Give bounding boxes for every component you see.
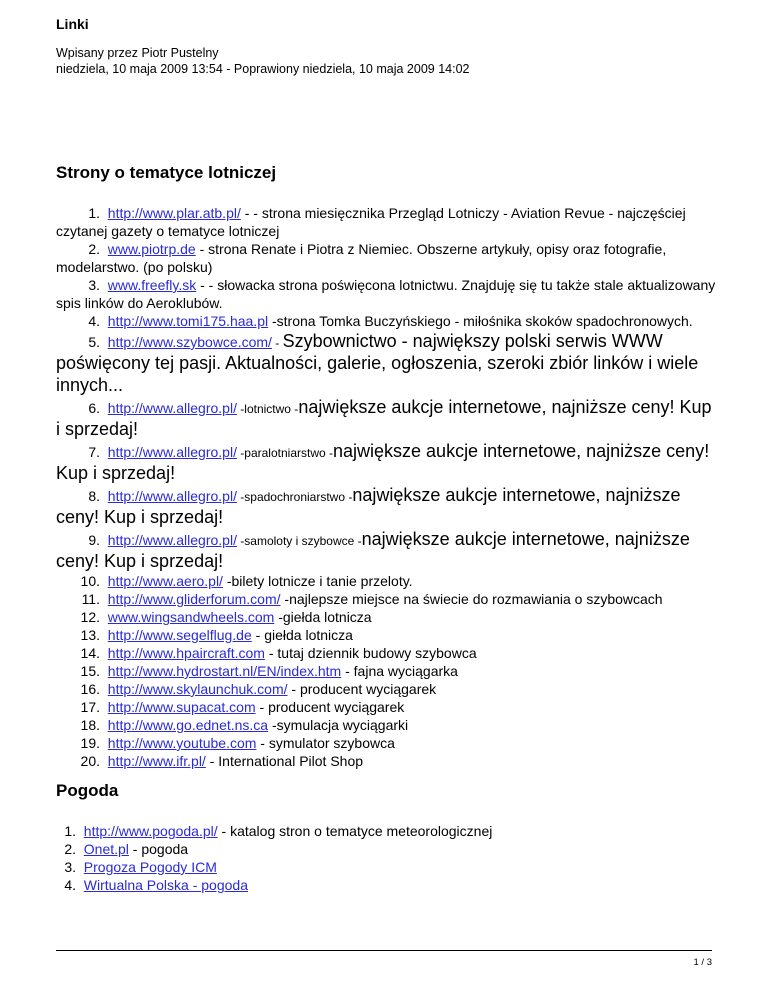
- list-item: [56, 396, 716, 440]
- external-link[interactable]: Progoza Pogody ICM: [83, 859, 217, 875]
- item-number: 16.: [80, 681, 100, 697]
- item-number: 3.: [64, 859, 76, 875]
- link-description: - symulator szybowca: [256, 735, 395, 751]
- link-description: - strona Renate i Piotra z Niemiec. Obszerne artykuły, opisy oraz fotografie, modelarstwo. (po polsku): [56, 241, 667, 275]
- item-number: 7.: [88, 444, 100, 460]
- external-link[interactable]: http://www.allegro.pl/: [107, 400, 237, 416]
- link-description-large: największe aukcje internetowe, najniższe ceny! Kup i sprzedaj!: [56, 485, 681, 527]
- article-meta: [56, 45, 469, 77]
- external-link[interactable]: www.freefly.sk: [107, 277, 197, 293]
- list-item: [56, 840, 716, 858]
- list-item: [56, 608, 716, 626]
- item-number: 11.: [81, 591, 100, 607]
- item-number: 13.: [80, 627, 100, 643]
- item-number: 12.: [80, 609, 100, 625]
- external-link[interactable]: http://www.ifr.pl/: [107, 753, 206, 769]
- external-link[interactable]: http://www.tomi175.haa.pl: [107, 313, 269, 329]
- list-item: [56, 590, 716, 608]
- list-item: [56, 822, 716, 840]
- external-link[interactable]: http://www.plar.atb.pl/: [107, 205, 241, 221]
- page-title: Linki: [56, 16, 89, 32]
- item-number: 3.: [88, 277, 100, 293]
- footer-divider: [56, 950, 712, 951]
- item-number: 10.: [80, 573, 100, 589]
- link-description: - giełda lotnicza: [251, 627, 353, 643]
- external-link[interactable]: www.piotrp.de: [107, 241, 196, 257]
- external-link[interactable]: Wirtualna Polska - pogoda: [83, 877, 248, 893]
- external-link[interactable]: http://www.segelflug.de: [107, 627, 252, 643]
- list-item: [56, 440, 716, 484]
- item-number: 1.: [64, 823, 76, 839]
- external-link[interactable]: http://www.go.ednet.ns.ca: [107, 717, 269, 733]
- list-item: [56, 528, 716, 572]
- list-item: [56, 312, 716, 330]
- external-link[interactable]: http://www.pogoda.pl/: [83, 823, 218, 839]
- link-description: - katalog stron o tematyce meteorologicznej: [217, 823, 493, 839]
- link-description: - - słowacka strona poświęcona lotnictwu. Znajduję się tu także stale aktualizowany spis linków do Aeroklubów.: [56, 277, 716, 311]
- list-item: [56, 484, 716, 528]
- link-description-large: największe aukcje internetowe, najniższe ceny! Kup i sprzedaj!: [56, 529, 690, 571]
- external-link[interactable]: http://www.supacat.com: [107, 699, 256, 715]
- link-description: -paralotniarstwo -: [236, 446, 333, 460]
- list-item: [56, 276, 716, 312]
- list-item: [56, 698, 716, 716]
- link-description-large: największe aukcje internetowe, najniższe ceny! Kup i sprzedaj!: [56, 441, 710, 483]
- link-description-large: Szybownictwo - największy polski serwis WWW poświęcony tej pasji. Aktualności, galerie, ogłoszenia, szeroki zbiór linków i wiele innych...: [56, 331, 699, 395]
- link-description: -samoloty i szybowce -: [236, 534, 362, 548]
- link-description: - tutaj dziennik budowy szybowca: [264, 645, 477, 661]
- link-description: -giełda lotnicza: [274, 609, 372, 625]
- link-description: - pogoda: [128, 841, 189, 857]
- external-link[interactable]: www.wingsandwheels.com: [107, 609, 275, 625]
- list-item: [56, 644, 716, 662]
- list-item: [56, 752, 716, 770]
- external-link[interactable]: Onet.pl: [83, 841, 129, 857]
- item-number: 1.: [88, 205, 100, 221]
- section-heading-aviation: Strony o tematyce lotniczej: [56, 163, 277, 182]
- item-number: 9.: [88, 532, 100, 548]
- link-description: -: [271, 336, 283, 350]
- aviation-links-list: [56, 204, 716, 770]
- list-item: [56, 662, 716, 680]
- link-description: - fajna wyciągarka: [341, 663, 458, 679]
- item-number: 15.: [80, 663, 100, 679]
- external-link[interactable]: http://www.allegro.pl/: [107, 532, 237, 548]
- item-number: 6.: [88, 400, 100, 416]
- list-item: [56, 626, 716, 644]
- link-description: - International Pilot Shop: [205, 753, 364, 769]
- weather-links-list: [56, 822, 716, 894]
- external-link[interactable]: http://www.szybowce.com/: [107, 334, 272, 350]
- link-description: -najlepsze miejsce na świecie do rozmawiania o szybowcach: [280, 591, 663, 607]
- list-item: [56, 330, 716, 396]
- external-link[interactable]: http://www.aero.pl/: [107, 573, 223, 589]
- item-number: 4.: [88, 313, 100, 329]
- item-number: 19.: [80, 735, 100, 751]
- page-number: 1 / 3: [693, 957, 712, 968]
- link-description: -strona Tomka Buczyńskiego - miłośnika skoków spadochronowych.: [268, 313, 693, 329]
- external-link[interactable]: http://www.allegro.pl/: [107, 488, 237, 504]
- item-number: 20.: [80, 753, 100, 769]
- list-item: [56, 240, 716, 276]
- item-number: 17.: [80, 699, 100, 715]
- external-link[interactable]: http://www.gliderforum.com/: [107, 591, 281, 607]
- section-heading-weather: Pogoda: [56, 781, 119, 800]
- list-item: [56, 680, 716, 698]
- list-item: [56, 572, 716, 590]
- list-item: [56, 716, 716, 734]
- link-description: - - strona miesięcznika Przegląd Lotniczy - Aviation Revue - najczęściej czytanej gazety o tematyce lotniczej: [56, 205, 686, 239]
- link-description: -symulacja wyciągarki: [268, 717, 409, 733]
- external-link[interactable]: http://www.hydrostart.nl/EN/index.htm: [107, 663, 342, 679]
- link-description: - producent wyciągarek: [287, 681, 437, 697]
- external-link[interactable]: http://www.hpaircraft.com: [107, 645, 265, 661]
- item-number: 2.: [88, 241, 100, 257]
- external-link[interactable]: http://www.youtube.com: [107, 735, 257, 751]
- link-description: - producent wyciągarek: [255, 699, 405, 715]
- list-item: [56, 204, 716, 240]
- external-link[interactable]: http://www.skylaunchuk.com/: [107, 681, 288, 697]
- item-number: 2.: [64, 841, 76, 857]
- item-number: 18.: [80, 717, 100, 733]
- link-description: -spadochroniarstwo -: [236, 490, 353, 504]
- item-number: 8.: [88, 488, 100, 504]
- item-number: 14.: [80, 645, 100, 661]
- list-item: [56, 858, 716, 876]
- external-link[interactable]: http://www.allegro.pl/: [107, 444, 237, 460]
- list-item: [56, 876, 716, 894]
- link-description-large: największe aukcje internetowe, najniższe ceny! Kup i sprzedaj!: [56, 397, 712, 439]
- author-line: Wpisany przez Piotr Pustelny: [56, 46, 219, 60]
- item-number: 4.: [64, 877, 76, 893]
- link-description: -bilety lotnicze i tanie przeloty.: [222, 573, 413, 589]
- list-item: [56, 734, 716, 752]
- link-description: -lotnictwo -: [236, 402, 299, 416]
- item-number: 5.: [88, 334, 100, 350]
- date-line: niedziela, 10 maja 2009 13:54 - Poprawiony niedziela, 10 maja 2009 14:02: [56, 62, 470, 76]
